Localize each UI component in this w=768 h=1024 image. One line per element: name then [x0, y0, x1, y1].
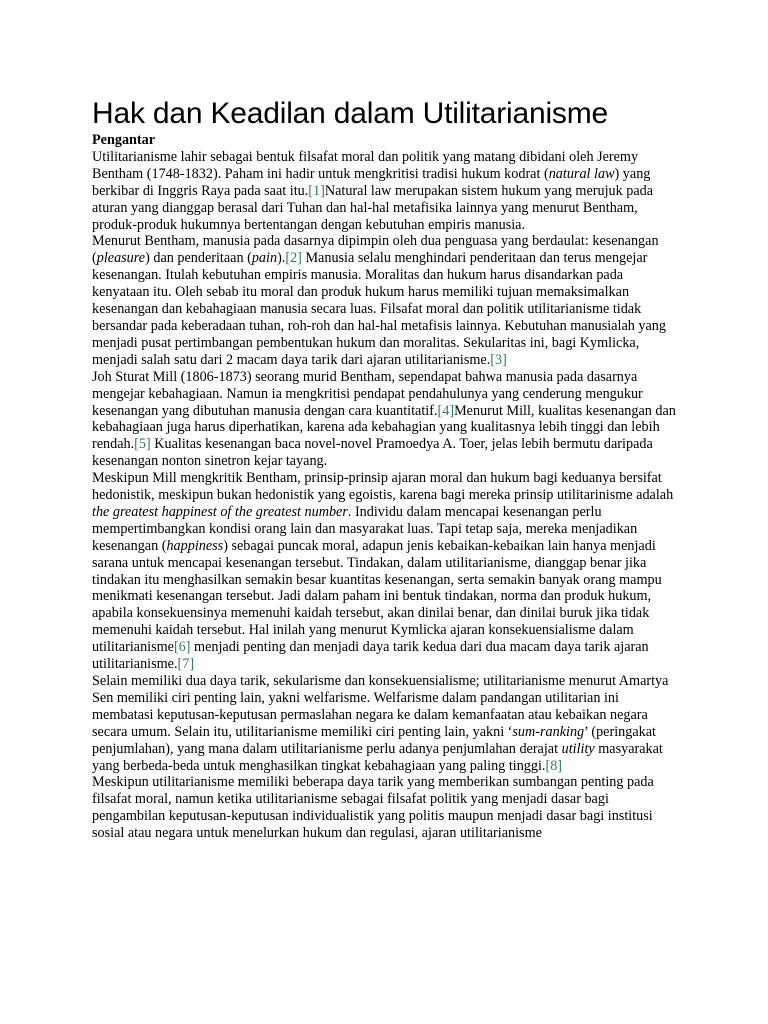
paragraph-text: Menurut Mill, kualitas kesenangan dan kebahagiaan juga harus diperhatikan, karena ada kebahagian yang kualitasnya lebih tinggi dan lebih rendah. [92, 402, 676, 453]
footnote-link[interactable]: [4] [437, 402, 455, 419]
paragraph-text: Natural law merupakan sistem hukum yang merujuk pada aturan yang dianggap berasal dari Tuhan dan hal-hal metafisika lainnya yang menurut Bentham, produk-produk hukumnya bertentangan dengan kebutuhan empiris manusia. [92, 182, 654, 233]
paragraph-text: ’ (peringakat penjumlahan), yang mana dalam utilitarianisme perlu adanya penjumlahan derajat [92, 723, 656, 757]
emphasis-text: utility [561, 740, 595, 757]
paragraph-text: Manusia selalu menghindari penderitaan dan terus mengejar kesenangan. Itulah kebutuhan empiris manusia. Moralitas dan hukum harus disandarkan pada kenyataan itu. Oleh sebab itu moral dan produk hukum harus memiliki tujuan memaksimalkan kesenangan dan kebahagiaan manusia secara luas. Filsafat moral dan politik utilitarianisme tidak bersandar pada keberadaan tuhan, roh-roh dan hal-hal metafisis lainnya. Kebutuhan manusialah yang menjadi pusat pertimbangan pembentukan hukum dan moralitas. Sekularitas ini, bagi Kymlicka, menjadi salah satu dari 2 macam daya tarik dari ajaran utilitarianisme. [92, 250, 666, 368]
paragraph-text: Kualitas kesenangan baca novel-novel Pramoedya A. Toer, jelas lebih bermutu daripada kesenangan nonton sinetron kejar tayang. [92, 436, 653, 470]
footnote-link[interactable]: [8] [545, 757, 563, 774]
paragraph-text: Utilitarianisme lahir sebagai bentuk filsafat moral dan politik yang matang dibidani oleh Jeremy Bentham (1748-1832). Paham ini hadir untuk mengkritisi tradisi hukum kodrat ( [92, 148, 639, 182]
emphasis-text: happiness [166, 537, 224, 554]
paragraph-text: ) yang berkibar di Inggris Raya pada saat itu. [92, 165, 651, 199]
paragraph-text: ) sebagai puncak moral, adapun jenis kebaikan-kebaikan lain hanya menjadi sarana untuk mencapai kesenangan tersebut. Tindakan, dalam utilitarianisme, dianggap benar jika tindakan itu menghasilkan semakin besar kuantitas kesenangan, serta semakin banyak orang mampu menikmati kesenangan tersebut. Jadi dalam paham ini bentuk tindakan, norma dan produk hukum, apabila konsekuensinya memenuhi kaidah tersebut, akan dinilai benar, dan dinilai buruk jika tidak memenuhi kaidah tersebut. Hal inilah yang menurut Kymlicka ajaran konsekuensialisme dalam utilitarianisme [92, 537, 662, 656]
emphasis-text: sum-ranking [512, 723, 585, 740]
paragraph-text: Selain memiliki dua daya tarik, sekularisme dan konsekuensialisme; utilitarianisme menurut Amartya Sen memiliki ciri penting lain, yakni welfarisme. Welfarisme dalam pandangan utilitarian ini membatasi keputusan-keputusan permaslahan negara ke dalam kemanfaatan atau kebaikan negara secara umum. Selain itu, utilitarianisme memiliki ciri penting lain, yakni ‘ [92, 673, 669, 740]
footnote-link[interactable]: [7] [177, 656, 195, 673]
footnote-link[interactable]: [6] [173, 639, 191, 656]
paragraph [92, 233, 676, 368]
paragraph-text: Menurut Bentham, manusia pada dasarnya dipimpin oleh dua penguasa yang berdaulat: kesenangan ( [92, 233, 659, 267]
paragraph [92, 369, 676, 470]
footnote-link[interactable]: [1] [308, 182, 325, 199]
paragraph-text: . Individu dalam mencapai kesenangan perlu mempertimbangkan kondisi orang lain dan masyarakat luas. Tapi tetap saja, mereka menjadikan kesenangan ( [92, 503, 638, 554]
document-body [92, 149, 676, 842]
emphasis-text: the greatest happinest of the greatest number [92, 503, 348, 520]
paragraph [92, 774, 676, 842]
paragraph [92, 470, 676, 673]
paragraph-text: masyarakat yang berbeda-beda untuk menghasilkan tingkat kebahagiaan yang paling tinggi. [92, 740, 663, 774]
footnote-link[interactable]: [3] [490, 351, 507, 368]
document-page [92, 96, 676, 842]
document-title: Hak dan Keadilan dalam Utilitarianisme [92, 97, 608, 130]
footnote-link[interactable]: [5] [134, 436, 151, 453]
paragraph-text: Joh Sturat Mill (1806-1873) seorang murid Bentham, sependapat bahwa manusia pada dasarnya mengejar kebahagiaan. Namun ia mengkritisi pendapat pendahulunya yang cenderung mengukur kesenangan yang dibutuhan manusia dengan cara kuantitatif. [92, 368, 643, 419]
paragraph-text: Meskipun Mill mengkritik Bentham, prinsip-prinsip ajaran moral dan hukum bagi keduanya bersifat hedonistik, meskipun bukan hedonistik yang egoistis, karena bagi mereka prinsip utilitarinisme adalah [92, 470, 674, 504]
paragraph-text: ) dan penderitaan ( [145, 250, 252, 267]
emphasis-text: pleasure [96, 250, 146, 267]
paragraph-text: Meskipun utilitarianisme memiliki beberapa daya tarik yang memberikan sumbangan penting pada filsafat moral, namun ketika utilitarianisme sebagai filsafat politik yang menjadi dasar bagi pengambilan keputusan-keputusan individualistik yang politis maupun menjadi dasar bagi institusi sosial atau negara untuk menelurkan hukum dan regulasi, ajaran utilitarianisme [92, 774, 654, 842]
emphasis-text: pain [251, 250, 278, 267]
paragraph [92, 673, 676, 774]
footnote-link[interactable]: [2] [285, 250, 302, 267]
section-heading: Pengantar [92, 132, 156, 148]
paragraph [92, 149, 676, 234]
emphasis-text: natural law [548, 165, 615, 182]
paragraph-text: ). [277, 250, 286, 267]
paragraph-text: menjadi penting dan menjadi daya tarik kedua dari dua macam daya tarik ajaran utilitarianisme. [92, 639, 649, 673]
